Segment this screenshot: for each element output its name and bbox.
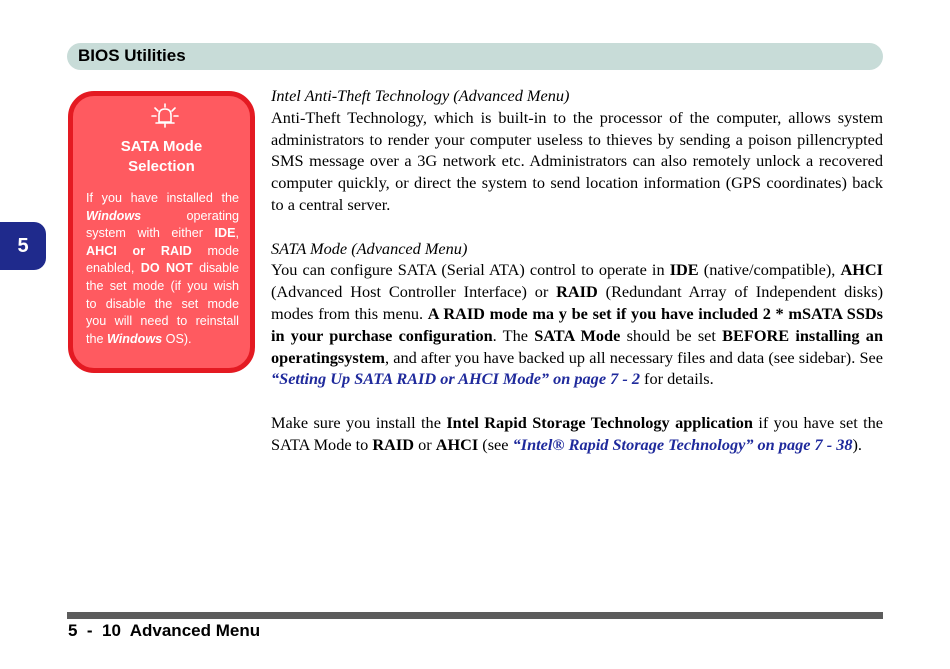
paragraph-sata: You can configure SATA (Serial ATA) control to operate in IDE (native/compatible), AHCI (Advanced Host Controller Interface) or RAID (Redundant Array of Independent disks) modes from this menu. A RAID mode ma y be set if you have included 2 * mSATA SSDs in your purchase configuration. The SATA Mode should be set BEFORE installing an operatingsystem, and after you have backed up all necessary files and data (see sidebar). See “Setting Up SATA RAID or AHCI Mode” on page 7 - 2 for details. xyxy=(271,260,884,389)
section-heading-anti-theft: Intel Anti-Theft Technology (Advanced Menu) xyxy=(271,86,570,105)
link-sata-raid-setup[interactable]: “Setting Up SATA RAID or AHCI Mode” on page 7 - 2 xyxy=(271,369,640,389)
alert-bell-icon xyxy=(151,103,179,129)
paragraph-anti-theft: Anti-Theft Technology, which is built-in to the processor of the computer, allows system administrators to render your computer useless to thieves by sending a poison pillencrypted SMS message over a 3G network etc. Administrators can also remotely unlock a recovered computer quickly, or direct the system to send location information (GPS coordinates) back to a central server. xyxy=(271,107,883,214)
link-rapid-storage[interactable]: “Intel® Rapid Storage Technology” on page 7 - 38 xyxy=(512,434,853,454)
main-content xyxy=(271,85,883,456)
paragraph-rapid-storage: Make sure you install the Intel Rapid Storage Technology application if you have set the SATA Mode to RAID or AHCI (see “Intel® Rapid Storage Technology” on page 7 - 38). xyxy=(271,412,884,454)
header-bar xyxy=(67,43,883,70)
sidebar-note xyxy=(68,91,255,373)
sidebar-text: If you have installed the Windows operating system with either IDE, AHCI or RAID mode enabled, DO NOT disable the set mode (if you wish to disable the set mode you will need to reinstall the Windows OS). xyxy=(86,191,239,346)
chapter-tab: 5 xyxy=(0,222,46,270)
sidebar-title: SATA Mode Selection xyxy=(120,138,203,175)
section-heading-sata: SATA Mode (Advanced Menu) xyxy=(271,238,468,258)
footer-bar xyxy=(67,612,883,619)
page-footer: 5 - 10 Advanced Menu xyxy=(68,621,261,640)
page-header-title: BIOS Utilities xyxy=(78,46,186,65)
